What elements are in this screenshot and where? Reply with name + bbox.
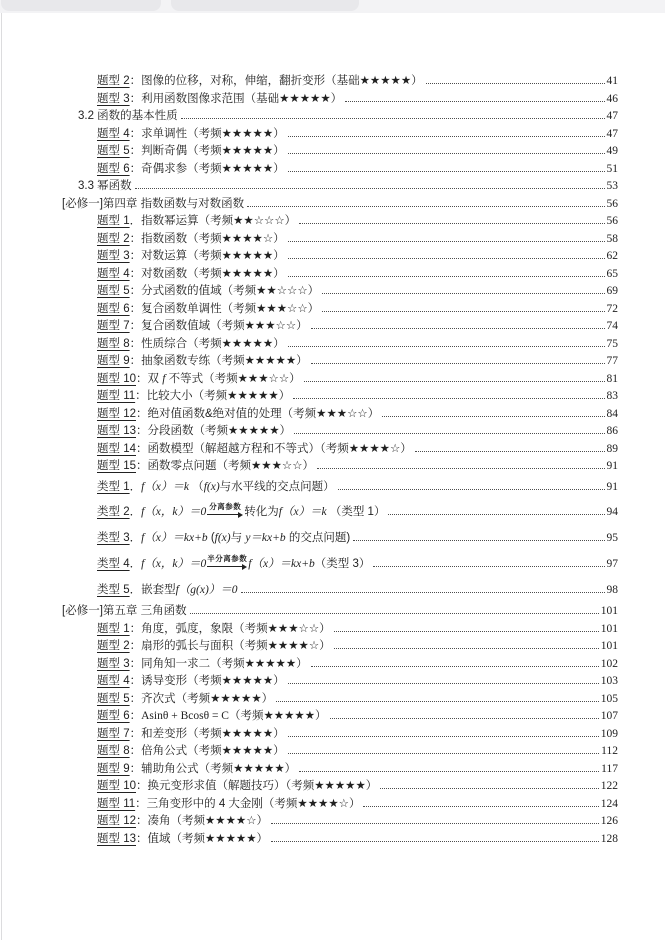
toc-entry-page-number: 107 [600, 710, 618, 722]
toc-entry[interactable] [0, 387, 618, 405]
dot-leader [345, 101, 604, 102]
toc-entry[interactable] [0, 440, 618, 458]
toc-entry-separator: ： [129, 145, 142, 157]
dot-leader [288, 241, 605, 242]
toc-entry-title-segment: 齐次式（考频★★★★★） [141, 692, 274, 705]
dot-leader [181, 118, 605, 119]
toc-entry-page-number: 46 [606, 92, 618, 105]
toc-entry-separator: ： [136, 425, 148, 437]
toc-entry[interactable] [0, 125, 618, 143]
toc-entry[interactable] [0, 637, 618, 655]
toc-entry-page-number: 101 [600, 622, 618, 635]
toc-entry-separator: ： [136, 460, 148, 472]
toc-entry-title-segment: f（x）＝kx+b [141, 531, 208, 544]
toc-entry-separator: ： [129, 250, 142, 262]
toc-entry-separator: ： [135, 390, 147, 402]
toc-entry[interactable] [0, 282, 618, 300]
toc-entry-page-number: 98 [606, 583, 618, 596]
dot-leader [288, 276, 605, 277]
dot-leader [334, 631, 599, 632]
toc-entry-title-segment: 不等式（考频★★★☆☆） [165, 372, 301, 385]
browser-tab-1[interactable] [1, 0, 161, 11]
dot-leader [288, 683, 599, 684]
toc-entry[interactable] [0, 72, 618, 90]
toc-entry[interactable] [0, 405, 618, 423]
toc-entry-page-number: 101 [600, 640, 618, 652]
arrow-label: 分离参数 [209, 502, 242, 511]
toc-entry-separator: ． [129, 583, 142, 596]
toc-entry[interactable] [0, 478, 618, 496]
toc-entry[interactable] [0, 370, 618, 388]
toc-entry-page-number: 49 [606, 145, 618, 157]
toc-entry[interactable] [0, 422, 618, 440]
dot-leader [373, 566, 604, 567]
toc-entry-title-segment: 分式函数的值域（考频★★☆☆☆） [141, 285, 320, 297]
toc-entry-page-number: 122 [600, 780, 618, 792]
toc-entry-prefix: 题型 2 [97, 232, 130, 245]
toc-entry-separator: ： [129, 337, 142, 350]
toc-entry-prefix: 题型 14 [97, 442, 136, 455]
toc-entry-prefix: 题型 9 [97, 762, 130, 775]
toc-entry-separator: ： [129, 745, 142, 757]
dot-leader [276, 701, 599, 702]
toc-entry-prefix: 类型 3 [97, 531, 130, 544]
toc-entry-page-number: 62 [606, 250, 618, 262]
toc-entry-separator: ． [129, 480, 142, 493]
toc-entry[interactable] [0, 335, 618, 353]
toc-entry-prefix: 题型 7 [97, 320, 130, 332]
toc-entry-prefix: 题型 11 [97, 390, 136, 402]
toc-entry-title-segment: 双 [147, 372, 163, 385]
toc-entry-prefix: 题型 12 [97, 407, 136, 420]
toc-entry-page-number: 124 [600, 797, 618, 810]
toc-entry-prefix: 类型 2 [97, 506, 130, 518]
arrow-shaft [207, 563, 247, 571]
toc-entry-page-number: 109 [600, 727, 618, 740]
toc-entry-separator: ： [136, 372, 148, 385]
toc-entry-page-number: 128 [600, 832, 618, 845]
toc-entry-title-segment: 判断奇偶（考频★★★★★） [141, 145, 285, 157]
toc-entry-title-segment: 抽象函数专练（考频★★★★★） [141, 355, 308, 367]
toc-entry-page-number: 65 [606, 267, 618, 280]
dot-leader [311, 363, 605, 364]
arrow-shaft [207, 511, 243, 519]
toc-entry[interactable] [0, 300, 618, 318]
toc-entry-page-number: 84 [606, 407, 618, 420]
toc-entry-prefix: 题型 2 [97, 640, 130, 652]
toc-entry-title-segment: f(x) [203, 480, 220, 493]
dot-leader [299, 771, 599, 772]
dot-leader [288, 171, 605, 172]
toc-entry-page-number: 86 [606, 425, 618, 437]
toc-entry-title-segment: 函数模型（解超越方程和不等式）（考频★★★★☆） [147, 442, 412, 455]
toc-entry-title-segment: 分段函数（考频★★★★★） [147, 425, 292, 437]
toc-entry-page-number: 97 [606, 558, 618, 570]
toc-entry-title-segment: 同角知一求二（考频★★★★★） [141, 657, 308, 670]
toc-entry-separator: ： [136, 780, 148, 792]
dot-leader [288, 153, 605, 154]
toc-entry[interactable] [0, 672, 618, 690]
toc-entry[interactable] [0, 503, 618, 521]
document-page [0, 13, 665, 940]
toc-entry[interactable] [0, 742, 618, 760]
toc-entry-title-segment: 扇形的弧长与面积（考频★★★★☆） [141, 640, 331, 652]
toc-entry[interactable] [0, 581, 618, 599]
toc-entry-separator: ： [129, 127, 142, 140]
dot-leader [288, 736, 599, 737]
toc-entry-title-segment: 辅助角公式（考频★★★★★） [141, 762, 297, 775]
toc-entry-separator: ． [129, 558, 142, 570]
toc-entry-title-segment: [必修一]第四章 指数函数与对数函数 [62, 197, 245, 210]
toc-entry-page-number: 41 [606, 75, 618, 87]
toc-entry-separator: ： [129, 692, 142, 705]
toc-entry[interactable] [0, 317, 618, 335]
dot-leader [334, 648, 599, 649]
toc-entry-separator: ： [136, 815, 148, 827]
dot-leader [353, 540, 604, 541]
browser-tab-2[interactable] [171, 0, 359, 11]
toc-entry-separator: ： [136, 407, 148, 420]
toc-entry-page-number: 105 [600, 692, 618, 705]
dot-leader [338, 489, 605, 490]
dot-leader [293, 398, 604, 399]
toc-entry-title-segment: f（x）＝k [278, 506, 327, 518]
toc-entry-title-segment: 3.3 幂函数 [78, 180, 132, 192]
toc-entry-separator: ： [129, 710, 142, 722]
toc-entry-page-number: 47 [606, 127, 618, 140]
toc-entry[interactable] [0, 655, 618, 673]
toc-entry[interactable] [0, 247, 618, 265]
toc-entry-title-segment: 诱导变形（考频★★★★★） [141, 675, 285, 687]
toc-entry-prefix: 题型 3 [97, 92, 130, 105]
toc-entry-separator: ： [136, 832, 148, 845]
dot-leader [190, 613, 599, 614]
toc-entry-title-segment: （考频★★★★★） [228, 710, 327, 722]
toc-entry-page-number: 47 [606, 110, 618, 122]
toc-entry-separator: ： [129, 675, 142, 687]
toc-entry[interactable] [0, 265, 618, 283]
dot-leader [299, 223, 604, 224]
toc-entry-prefix: 题型 7 [97, 727, 130, 740]
toc-entry-prefix: 题型 4 [97, 675, 130, 687]
toc-entry[interactable] [0, 195, 618, 213]
toc-entry-separator: ： [129, 92, 142, 105]
dot-leader [241, 592, 605, 593]
toc-list [0, 13, 665, 847]
toc-entry-title-segment: 对数函数（考频★★★★★） [141, 267, 285, 280]
toc-entry-page-number: 102 [600, 657, 618, 670]
toc-entry-title-segment: 奇偶求参（考频★★★★★） [141, 162, 285, 175]
dot-leader [311, 666, 599, 667]
toc-entry-page-number: 75 [606, 337, 618, 350]
toc-entry-prefix: 题型 1 [97, 215, 130, 227]
toc-entry[interactable] [0, 352, 618, 370]
toc-entry-separator: ． [129, 531, 142, 544]
overset-arrow-icon [207, 503, 243, 519]
dot-leader [271, 823, 599, 824]
toc-entry-prefix: 题型 13 [97, 832, 136, 845]
toc-entry[interactable] [0, 725, 618, 743]
dot-leader [322, 293, 604, 294]
toc-entry[interactable] [0, 177, 618, 195]
toc-entry-title-segment: ( [207, 531, 215, 544]
toc-entry-page-number: 89 [606, 442, 618, 455]
toc-entry-title-segment: 倍角公式（考频★★★★★） [141, 745, 285, 757]
toc-entry[interactable] [0, 555, 618, 573]
toc-entry-title-segment: 凑角（考频★★★★☆） [147, 815, 269, 827]
toc-entry-title-segment: （类型 3） [314, 558, 371, 570]
toc-entry-separator: ： [129, 727, 142, 740]
toc-entry-separator: ： [129, 302, 142, 315]
toc-entry-prefix: 题型 6 [97, 710, 130, 722]
dot-leader [322, 311, 604, 312]
dot-leader [271, 841, 599, 842]
toc-entry-separator: ： [129, 285, 142, 297]
toc-entry-separator: ： [129, 640, 142, 652]
toc-entry-title-segment: 与水平线的交点问题） [219, 480, 335, 493]
toc-entry-page-number: 103 [600, 675, 618, 687]
toc-entry-prefix: 题型 5 [97, 145, 130, 157]
toc-entry-page-number: 101 [600, 605, 618, 617]
toc-entry-title-segment: 比较大小（考频★★★★★） [146, 390, 291, 402]
toc-entry-title-segment: f（g(x)）＝0 [175, 583, 238, 596]
toc-entry[interactable] [0, 690, 618, 708]
toc-entry-title-segment: 值域（考频★★★★★） [147, 832, 269, 845]
dot-leader [363, 806, 598, 807]
toc-entry-prefix: 题型 13 [97, 425, 136, 437]
toc-entry[interactable] [0, 830, 618, 848]
dot-leader [330, 718, 599, 719]
toc-entry-prefix: 类型 4 [97, 558, 130, 570]
toc-entry-title-segment: Asinθ + Bcosθ = C [141, 710, 229, 722]
toc-entry-separator: ： [129, 320, 142, 332]
toc-entry-page-number: 53 [606, 180, 618, 192]
toc-entry-separator: ： [129, 232, 142, 245]
toc-entry-title-segment: 复合函数值域（考频★★★☆☆） [141, 320, 308, 332]
dot-leader [415, 451, 605, 452]
toc-entry-page-number: 51 [606, 162, 618, 175]
toc-entry-page-number: 72 [606, 302, 618, 315]
toc-entry-prefix: 题型 5 [97, 285, 130, 297]
toc-entry-prefix: 题型 9 [97, 355, 130, 367]
toc-entry-prefix: 题型 8 [97, 337, 130, 350]
toc-entry-separator: ： [129, 162, 142, 175]
dot-leader [317, 468, 604, 469]
dot-leader [304, 381, 605, 382]
dot-leader [288, 136, 605, 137]
toc-entry-separator: ： [129, 267, 142, 280]
toc-entry-title-segment: 复合函数单调性（考频★★★☆☆） [141, 302, 320, 315]
arrow-label: 半分离参数 [207, 554, 248, 563]
toc-entry-separator: ： [129, 622, 142, 635]
toc-entry-page-number: 77 [606, 355, 618, 367]
dot-leader [288, 258, 605, 259]
toc-entry-title-segment: f [162, 372, 166, 385]
toc-entry-page-number: 91 [606, 480, 618, 493]
toc-entry-prefix: 题型 4 [97, 127, 130, 140]
toc-entry-page-number: 95 [606, 531, 618, 544]
toc-entry-title-segment: 函数零点问题（考频★★★☆☆） [147, 460, 315, 472]
toc-entry-title-segment: 指数函数（考频★★★★☆） [141, 232, 285, 245]
toc-entry[interactable] [0, 107, 618, 125]
toc-entry-title-segment: 对数运算（考频★★★★★） [141, 250, 285, 262]
toc-entry[interactable] [0, 795, 618, 813]
toc-entry-prefix: 题型 1 [97, 622, 130, 635]
toc-entry-prefix: 题型 2 [97, 75, 130, 87]
toc-entry[interactable] [0, 142, 618, 160]
toc-entry-prefix: 类型 1 [97, 480, 130, 493]
toc-entry-title-segment: （ [189, 480, 204, 493]
toc-entry[interactable] [0, 707, 618, 725]
toc-entry[interactable] [0, 760, 618, 778]
toc-entry-prefix: 题型 6 [97, 302, 130, 315]
toc-entry-title-segment: 换元变形求值（解题技巧）（考频★★★★★） [147, 780, 378, 792]
dot-leader [426, 83, 605, 84]
toc-entry-page-number: 126 [600, 815, 618, 827]
toc-entry[interactable] [0, 457, 618, 475]
toc-entry-title-segment: 和差变形（考频★★★★★） [141, 727, 285, 740]
toc-entry-title-segment: 嵌套型 [141, 583, 176, 596]
toc-entry-title-segment: （类型 1） [326, 506, 386, 518]
toc-entry-title-segment: 与 [230, 531, 246, 544]
toc-entry-prefix: 题型 15 [97, 460, 136, 472]
toc-entry-page-number: 94 [606, 506, 618, 518]
toc-entry-page-number: 58 [606, 232, 618, 245]
toc-entry-page-number: 117 [601, 762, 618, 775]
toc-entry-separator: ： [136, 442, 148, 455]
dot-leader [388, 514, 604, 515]
dot-leader [294, 433, 604, 434]
toc-entry-prefix: 题型 12 [97, 815, 136, 827]
toc-entry-title-segment: f（x，k）＝0 [141, 558, 207, 570]
toc-entry[interactable] [0, 529, 618, 547]
dot-leader [288, 753, 600, 754]
overset-arrow-icon [207, 555, 247, 571]
toc-entry[interactable] [0, 812, 618, 830]
toc-entry-prefix: 题型 8 [97, 745, 130, 757]
dot-leader [311, 328, 605, 329]
toc-entry-prefix: 题型 11 [97, 797, 136, 810]
toc-entry-page-number: 83 [606, 390, 618, 402]
toc-entry-title-segment: y＝kx+b [245, 531, 286, 544]
toc-entry-prefix: 题型 6 [97, 162, 130, 175]
toc-entry-page-number: 56 [606, 215, 618, 227]
dot-leader [382, 416, 604, 417]
toc-entry[interactable] [0, 602, 618, 620]
toc-entry[interactable] [0, 230, 618, 248]
toc-entry-title-segment: 三角变形中的 4 大金刚（考频★★★★☆） [146, 797, 361, 810]
toc-entry-separator: ． [129, 215, 142, 227]
toc-entry-title-segment: f（x）＝k [141, 480, 189, 493]
dot-leader [135, 188, 605, 189]
toc-entry-title-segment: 角度，弧度，象限（考频★★★☆☆） [141, 622, 331, 635]
toc-entry-title-segment: f（x）＝kx+b [248, 558, 315, 570]
toc-entry[interactable] [0, 620, 618, 638]
toc-entry-separator: ． [129, 506, 142, 518]
toc-entry-separator: ： [129, 762, 142, 775]
browser-tab-strip [0, 0, 665, 13]
dot-leader [380, 788, 598, 789]
toc-entry[interactable] [0, 160, 618, 178]
toc-entry-title-segment: 图像的位移，对称，伸缩，翻折变形（基础★★★★★） [141, 75, 423, 87]
toc-entry-prefix: 题型 5 [97, 692, 130, 705]
toc-entry-prefix: 题型 4 [97, 267, 130, 280]
toc-entry-page-number: 81 [606, 372, 618, 385]
toc-entry-title-segment: [必修一]第五章 三角函数 [62, 605, 187, 617]
dot-leader [247, 206, 604, 207]
toc-entry[interactable] [0, 90, 618, 108]
toc-entry[interactable] [0, 212, 618, 230]
toc-entry-prefix: 题型 10 [97, 372, 136, 385]
toc-entry-page-number: 91 [606, 460, 618, 472]
toc-entry-prefix: 类型 5 [97, 583, 130, 596]
toc-entry[interactable] [0, 777, 618, 795]
dot-leader [288, 346, 605, 347]
toc-entry-separator: ： [129, 657, 142, 670]
toc-entry-title-segment: 求单调性（考频★★★★★） [141, 127, 285, 140]
toc-entry-prefix: 题型 10 [97, 780, 136, 792]
toc-entry-page-number: 112 [601, 745, 618, 757]
toc-entry-separator: ： [135, 797, 147, 810]
toc-entry-title-segment: f（x，k）＝0 [141, 506, 207, 518]
toc-entry-page-number: 56 [606, 197, 618, 210]
toc-entry-page-number: 74 [606, 320, 618, 332]
toc-entry-title-segment: 指数幂运算（考频★★☆☆☆） [141, 215, 297, 227]
toc-entry-prefix: 题型 3 [97, 657, 130, 670]
toc-entry-title-segment: 转化为 [244, 506, 279, 518]
toc-entry-title-segment: f(x) [214, 531, 231, 544]
toc-entry-separator: ： [129, 75, 142, 87]
toc-entry-page-number: 69 [606, 285, 618, 297]
toc-entry-separator: ： [129, 355, 142, 367]
page-left-edge [1, 13, 2, 940]
toc-entry-title-segment: 的交点问题) [285, 531, 351, 544]
toc-entry-prefix: 题型 3 [97, 250, 130, 262]
toc-entry-title-segment: 绝对值函数&绝对值的处理（考频★★★☆☆） [147, 407, 380, 420]
toc-entry-title-segment: 性质综合（考频★★★★★） [141, 337, 285, 350]
toc-entry-title-segment: 利用函数图像求范围（基础★★★★★） [141, 92, 343, 105]
toc-entry-title-segment: 3.2 函数的基本性质 [78, 110, 178, 122]
